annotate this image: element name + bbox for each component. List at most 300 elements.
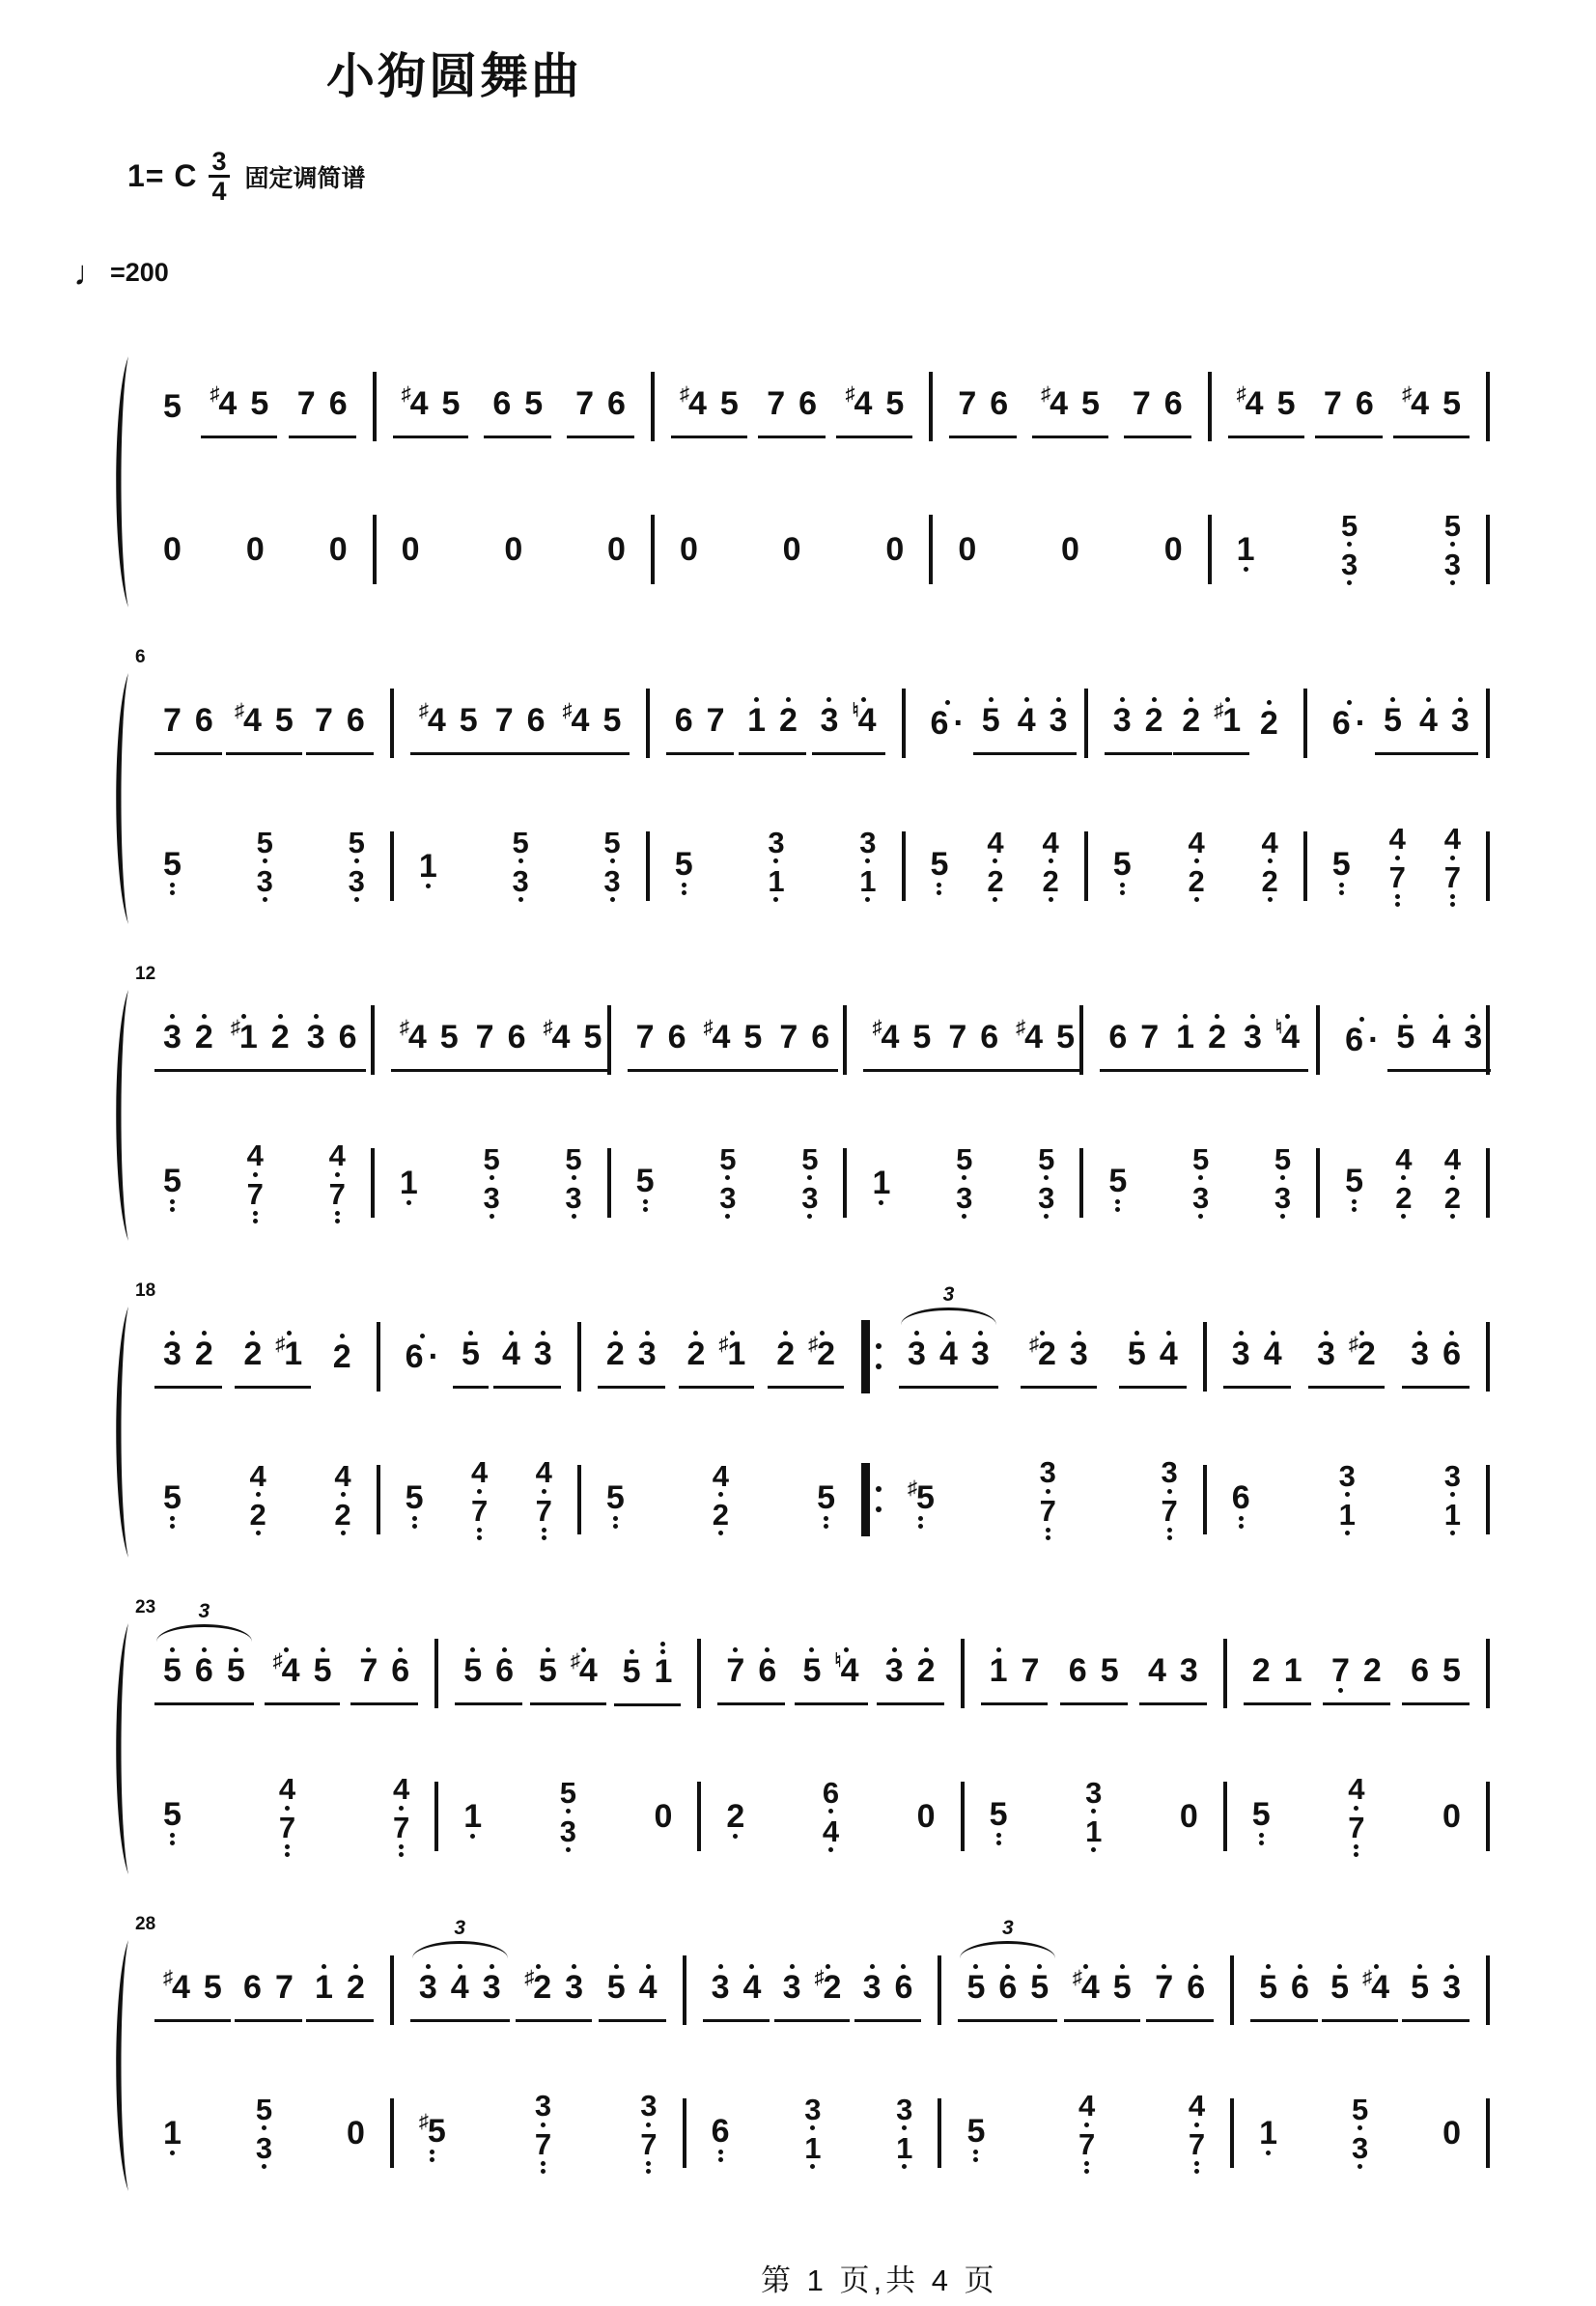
- note: [442, 375, 461, 433]
- chord-note: [1261, 863, 1278, 905]
- system-4: [108, 1280, 1596, 1558]
- octave-dots-below: [1268, 896, 1273, 905]
- note-digit: 0: [1179, 1797, 1198, 1835]
- measure: [1235, 1958, 1485, 2022]
- octave-dot: [1194, 2169, 1199, 2174]
- time-signature-denominator: 4: [211, 177, 227, 207]
- accidental-icon: ♯: [275, 1333, 286, 1355]
- octave-dot: [962, 1175, 966, 1180]
- note-digit: 4: [1388, 822, 1406, 857]
- rest: [607, 520, 626, 578]
- bass-chord: [348, 825, 365, 905]
- note: [998, 1958, 1017, 2016]
- note-digit: 5: [966, 2113, 986, 2151]
- barline: [929, 515, 933, 584]
- octave-dots-below: [1352, 1197, 1357, 1213]
- octave-dot: [1044, 1214, 1049, 1219]
- beat-group: [321, 1140, 354, 1224]
- beat-group: [774, 1958, 851, 2022]
- note: [726, 1642, 744, 1700]
- bass-line: [139, 810, 1491, 922]
- note-digit: 5: [1030, 1968, 1050, 2006]
- bass-chord: [1078, 2091, 1095, 2175]
- system-body: [108, 673, 1596, 924]
- note-digit: 0: [654, 1797, 673, 1835]
- system-1: [108, 329, 1596, 607]
- note-digit: 5: [1251, 1796, 1271, 1834]
- chord-note: [329, 1179, 346, 1224]
- beat-group: [338, 2104, 374, 2162]
- note: [163, 1958, 190, 2016]
- note: [668, 1008, 686, 1066]
- measure: [1235, 2092, 1485, 2172]
- beat-group: [1251, 694, 1287, 752]
- note-digit: 5: [250, 384, 269, 422]
- note: [1324, 375, 1342, 433]
- note: [1187, 1958, 1205, 2016]
- note-digit: 3: [1231, 1335, 1250, 1372]
- note: [329, 375, 348, 433]
- note-digit: 2: [1144, 701, 1163, 739]
- note-digit: 0: [607, 530, 626, 568]
- note-digit: 7: [640, 2127, 658, 2162]
- beat-group: [812, 691, 885, 755]
- octave-dot: [1259, 1841, 1264, 1845]
- note-digit: 6: [1442, 1335, 1461, 1372]
- note-digit: 7: [1323, 384, 1342, 422]
- barline: [902, 689, 906, 758]
- note: [607, 1958, 626, 2016]
- note-digit: ♯ 1: [718, 1333, 746, 1372]
- note-digit: 4: [1418, 701, 1438, 739]
- chord-note: [1341, 549, 1358, 588]
- repeat-dot: [876, 1364, 882, 1369]
- grand-staff-brace: [108, 1623, 131, 1874]
- beat-group: [1060, 1642, 1128, 1705]
- chord-note: [1085, 1775, 1103, 1816]
- note-digit: 7: [1140, 1018, 1160, 1055]
- note-digit: 1: [315, 1968, 333, 2006]
- note-digit: ♮ 4: [1274, 1016, 1300, 1055]
- barline: [683, 2098, 686, 2168]
- note: [1160, 1325, 1178, 1383]
- note-digit: 3: [1038, 1180, 1055, 1215]
- measure: [139, 691, 389, 755]
- barline: [1486, 1639, 1490, 1708]
- barline: [434, 1639, 438, 1708]
- note-digit: 5: [163, 387, 182, 425]
- note: [406, 1469, 424, 1530]
- beat-group: [154, 691, 222, 755]
- octave-dot: [477, 1535, 482, 1540]
- note-digit: 3: [1411, 1335, 1430, 1372]
- note-digit: 5: [1080, 384, 1100, 422]
- note-digit: 5: [441, 384, 461, 422]
- octave-dot: [1198, 1214, 1203, 1219]
- bass-chord: [1188, 825, 1205, 905]
- note: [758, 1642, 776, 1700]
- measure: [1213, 375, 1485, 438]
- note-digit: 2: [243, 1335, 263, 1372]
- measure: [1321, 1141, 1485, 1222]
- beat-group: [154, 1786, 190, 1846]
- beat-group: [154, 378, 190, 436]
- octave-dot: [1280, 1175, 1285, 1180]
- octave-dot: [1450, 902, 1455, 907]
- note-digit: 7: [278, 1811, 296, 1845]
- note-digit: 3: [163, 1018, 182, 1055]
- note: [275, 1325, 302, 1383]
- beat-group: [1434, 2104, 1470, 2162]
- beat-group: [1153, 1457, 1187, 1541]
- beat-group: [598, 1325, 665, 1389]
- note: [908, 1325, 926, 1383]
- accidental-icon: ♯: [1348, 1333, 1358, 1355]
- note-digit: 3: [348, 863, 365, 898]
- octave-dot: [1266, 2151, 1271, 2155]
- octave-dot: [1450, 580, 1455, 585]
- octave-dots-below: [1120, 881, 1125, 896]
- measure: [883, 1282, 1202, 1389]
- note-digit: ♯ 5: [418, 2111, 446, 2151]
- measure: [907, 691, 1083, 755]
- note: [163, 1325, 182, 1383]
- beat-group: [397, 1469, 433, 1530]
- rest: [1180, 1787, 1198, 1845]
- note-digit: 6: [822, 1775, 840, 1810]
- note: [747, 691, 766, 749]
- bass-chord: [1443, 508, 1461, 588]
- measure: [848, 1008, 1078, 1072]
- note-digit: 7: [1388, 860, 1406, 895]
- octave-dot: [477, 1528, 482, 1533]
- barline: [390, 1955, 394, 2025]
- measure-number-label: 28: [135, 1913, 156, 1934]
- beat-group: [393, 375, 469, 438]
- chord-note: [255, 2092, 273, 2133]
- note-digit: 3: [719, 1180, 737, 1215]
- note-digit: 1: [1176, 1018, 1195, 1055]
- barline: [377, 1322, 380, 1392]
- note-digit: 1: [1085, 1814, 1103, 1848]
- note-digit: 1: [804, 2130, 822, 2165]
- note-digit: 4: [822, 1814, 840, 1848]
- note: [1317, 1325, 1335, 1383]
- note: [872, 1008, 899, 1066]
- beat-group: [949, 520, 985, 578]
- note-digit: 7: [315, 701, 333, 739]
- accidental-icon: ♯: [163, 1966, 173, 1988]
- note-digit: 5: [483, 1141, 500, 1176]
- beat-group: [1308, 1325, 1385, 1389]
- note-digit: 2: [1042, 863, 1059, 898]
- rest: [1442, 1787, 1461, 1845]
- beat-group: [717, 1787, 753, 1845]
- beat-group: [703, 1958, 770, 2022]
- beat-group: [1184, 1141, 1218, 1222]
- accidental-icon: ♯: [1362, 1966, 1373, 1988]
- note: [1349, 1325, 1376, 1383]
- note: [845, 375, 872, 433]
- octave-dot: [490, 1175, 494, 1180]
- octave-dot: [399, 1806, 404, 1811]
- barline: [646, 831, 650, 901]
- grand-staff-brace: [108, 1307, 131, 1558]
- octave-dots-below: [354, 896, 359, 905]
- measure: [139, 1008, 370, 1072]
- bass-chord: [1042, 825, 1059, 905]
- measure: [378, 375, 650, 438]
- rest: [347, 2104, 365, 2162]
- octave-dot: [262, 2125, 266, 2130]
- note: [544, 1008, 571, 1066]
- note-digit: 6: [1068, 1651, 1087, 1689]
- octave-dots-below: [285, 1842, 290, 1858]
- beat-group: [1021, 1325, 1097, 1389]
- octave-dot: [1401, 1175, 1406, 1180]
- note-digit: 5: [719, 1141, 737, 1176]
- note-digit: 3: [482, 1968, 501, 2006]
- note: [163, 835, 182, 896]
- accidental-icon: ♮: [1274, 1016, 1283, 1038]
- note: [314, 1642, 332, 1700]
- octave-dot: [1450, 1531, 1455, 1535]
- note-digit: 2: [332, 1337, 351, 1375]
- note-digit: 5: [163, 846, 182, 884]
- octave-dots-below: [807, 1213, 812, 1222]
- octave-dot: [518, 858, 523, 863]
- chord-note: [1351, 2130, 1369, 2172]
- beat-group: [854, 1958, 922, 2022]
- chord-note: [1078, 2091, 1095, 2129]
- barline: [651, 515, 655, 584]
- beat-group: [410, 837, 446, 895]
- note-digit: 1: [654, 1653, 673, 1691]
- accidental-icon: ♯: [524, 1966, 535, 1988]
- bass-chord: [255, 2092, 273, 2172]
- note: [623, 1643, 641, 1701]
- beat-group: [899, 1282, 998, 1389]
- barline: [577, 1465, 581, 1534]
- note: [675, 835, 693, 896]
- note-digit: 2: [1251, 1651, 1271, 1689]
- beat-group: [321, 520, 356, 578]
- note: [1182, 691, 1200, 749]
- chord-note: [1274, 1141, 1292, 1183]
- barline: [1486, 689, 1490, 758]
- note: [980, 1008, 998, 1066]
- note: [359, 1642, 378, 1700]
- note: [1208, 1008, 1226, 1066]
- note-digit: 5: [635, 1163, 655, 1200]
- bass-chord: [719, 1141, 737, 1222]
- note: [527, 691, 546, 749]
- note: [1277, 375, 1296, 433]
- note: [1252, 1642, 1271, 1700]
- octave-dot: [477, 1489, 482, 1494]
- note: [297, 375, 316, 433]
- note-digit: 2: [194, 1335, 213, 1372]
- note-digit: 7: [1443, 860, 1461, 895]
- note: [1411, 1958, 1429, 2016]
- note-digit: 3: [418, 1968, 437, 2006]
- note: [1108, 1008, 1127, 1066]
- note: [1176, 1008, 1194, 1066]
- note-digit: 3: [1191, 1180, 1210, 1215]
- note-digit: ♯ 1: [230, 1016, 258, 1055]
- note: [602, 691, 621, 749]
- note-digit: 5: [1341, 508, 1358, 543]
- octave-dot: [285, 1852, 290, 1857]
- note-digit: ♯ 4: [562, 699, 590, 739]
- note: [163, 378, 182, 436]
- measure: [656, 520, 928, 578]
- barline: [938, 1955, 941, 2025]
- note-digit: 0: [958, 530, 977, 568]
- chord-note: [536, 1457, 552, 1496]
- bass-chord: [1444, 824, 1461, 908]
- note: [524, 375, 543, 433]
- note-digit: 5: [1038, 1141, 1055, 1176]
- note-digit: 7: [1330, 1651, 1350, 1689]
- chord-note: [483, 1180, 500, 1222]
- beat-group: [1156, 520, 1191, 578]
- beat-group: [154, 1958, 231, 2022]
- beat-group: [1009, 691, 1077, 755]
- bass-chord: [1443, 1458, 1461, 1538]
- measure: [1089, 691, 1302, 755]
- note-digit: 3: [1316, 1335, 1335, 1372]
- beat-group: [391, 1008, 467, 1072]
- accidental-icon: ♯: [418, 2111, 429, 2133]
- octave-dot: [430, 2150, 434, 2154]
- note-digit: 6: [674, 701, 693, 739]
- note-digit: 6: [998, 1968, 1018, 2006]
- chord-note: [712, 1458, 730, 1500]
- note: [227, 1642, 245, 1700]
- chord-note: [1443, 1180, 1461, 1222]
- triplet-number: 3: [198, 1599, 210, 1622]
- staff-lines: [139, 356, 1491, 607]
- note-digit: 7: [1021, 1651, 1040, 1689]
- bass-chord: [329, 1140, 346, 1224]
- measure: [582, 1325, 859, 1389]
- beat-group: [863, 1154, 899, 1212]
- beat-group: [759, 825, 793, 905]
- note: [779, 1008, 798, 1066]
- octave-dots-below: [973, 2148, 978, 2163]
- note: [707, 691, 725, 749]
- rest: [329, 520, 348, 578]
- bass-chord: [1351, 2092, 1369, 2172]
- barline: [1084, 689, 1088, 758]
- note-digit: 7: [575, 384, 595, 422]
- note: [307, 1008, 325, 1066]
- beat-group: [226, 691, 302, 755]
- octave-dot: [610, 858, 615, 863]
- accidental-icon: ♯: [235, 699, 244, 721]
- note-digit: 4: [712, 1458, 730, 1493]
- note-digit: 5: [1443, 508, 1461, 543]
- octave-dot: [807, 1214, 812, 1219]
- note-digit: 3: [1069, 1335, 1088, 1372]
- chord-note: [956, 1141, 973, 1183]
- note: [779, 691, 798, 749]
- beat-group: [774, 520, 810, 578]
- octave-dot: [828, 1847, 833, 1852]
- octave-dot: [807, 1175, 812, 1180]
- measure: [1321, 1008, 1485, 1072]
- barline: [1486, 372, 1490, 441]
- note-digit: ♯ 4: [845, 382, 873, 422]
- note-digit: 4: [1432, 1018, 1451, 1055]
- bass-chord: [1341, 508, 1358, 588]
- chord-note: [560, 1816, 576, 1855]
- beat-group: [1436, 824, 1470, 908]
- beat-group: [270, 1774, 304, 1858]
- note: [811, 1008, 829, 1066]
- octave-dot: [285, 1844, 290, 1849]
- repeat-dot: [876, 1343, 882, 1349]
- octave-dots-below: [518, 896, 523, 905]
- note: [419, 691, 446, 749]
- octave-dots-below: [412, 1514, 417, 1530]
- note-digit: 2: [987, 863, 1004, 898]
- octave-dot: [1354, 1844, 1358, 1849]
- beat-group: [154, 2104, 190, 2162]
- chord-note: [987, 863, 1004, 905]
- beat-group: [462, 1457, 496, 1541]
- beat-group: [391, 1154, 427, 1212]
- note-digit: 6: [507, 1018, 526, 1055]
- note-digit: 3: [859, 825, 877, 859]
- octave-dot: [1354, 1852, 1358, 1857]
- octave-dot: [1259, 1833, 1264, 1838]
- note-digit: 7: [392, 1811, 410, 1845]
- triplet-slur: [960, 1941, 1055, 1958]
- augmentation-dot: ·: [1368, 1021, 1380, 1058]
- octave-dot: [902, 2125, 907, 2130]
- note: [990, 1786, 1008, 1846]
- octave-dots-below: [253, 1209, 258, 1224]
- note-digit: 3: [534, 2089, 552, 2123]
- chord-note: [1395, 1180, 1413, 1222]
- octave-dots-below: [996, 1831, 1001, 1846]
- note: [1140, 1008, 1159, 1066]
- note-digit: 4: [1443, 822, 1461, 857]
- accidental-icon: ♯: [679, 382, 689, 405]
- rest: [958, 520, 976, 578]
- quarter-note-icon: ♩: [73, 252, 108, 293]
- beat-group: [1332, 508, 1366, 588]
- beat-group: [1064, 1958, 1140, 2022]
- note-digit: 6: [1411, 1651, 1430, 1689]
- accidental-icon: ♯: [210, 382, 220, 405]
- octave-dot: [1044, 1175, 1049, 1180]
- beat-group: [1436, 508, 1470, 588]
- note: [1345, 1011, 1379, 1069]
- note-digit: 7: [246, 1177, 264, 1212]
- note: [1411, 1325, 1429, 1383]
- octave-dot: [718, 1531, 723, 1535]
- barline: [390, 689, 394, 758]
- note-digit: 4: [470, 1455, 489, 1490]
- note-digit: 7: [163, 701, 182, 739]
- beat-group: [1253, 825, 1287, 905]
- note-digit: 4: [1348, 1772, 1365, 1807]
- note: [1330, 1958, 1349, 2016]
- note: [502, 1325, 520, 1383]
